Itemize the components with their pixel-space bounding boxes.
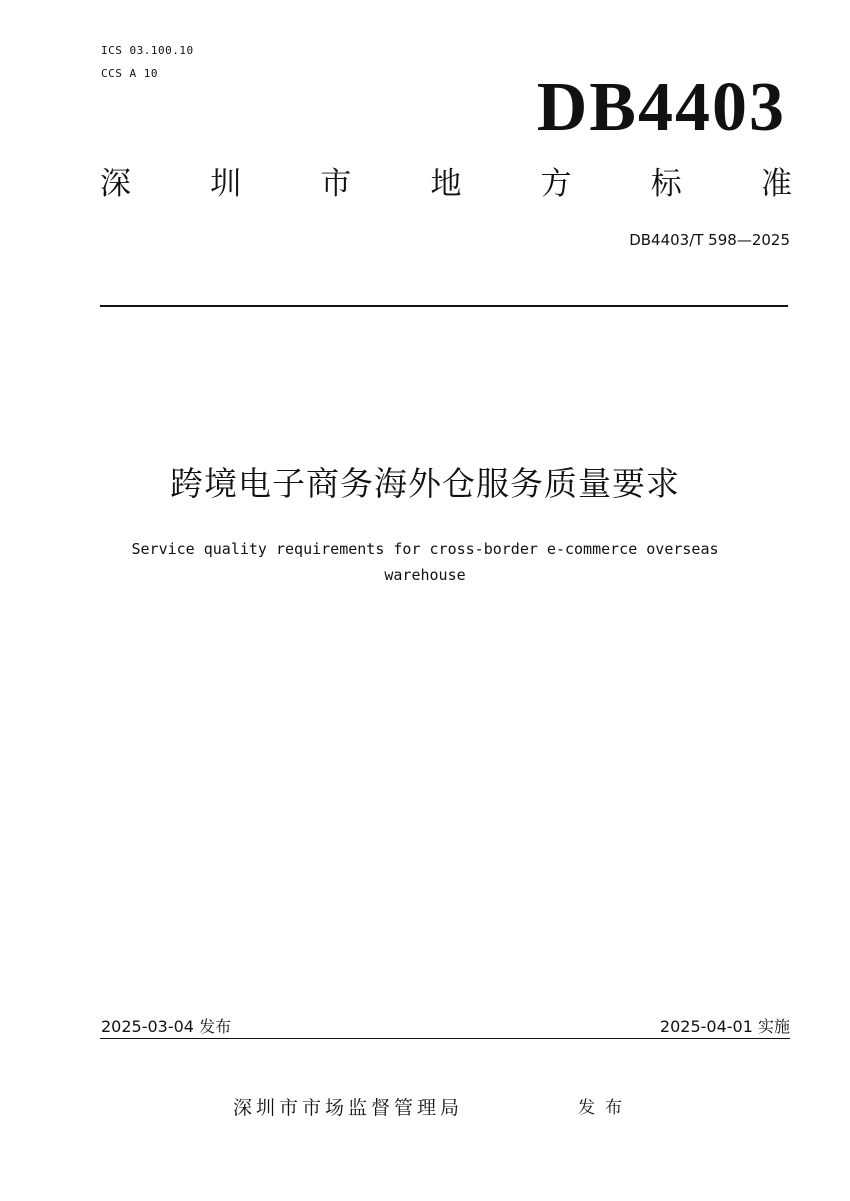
- header-divider: [100, 305, 788, 307]
- title-chinese: 跨境电子商务海外仓服务质量要求: [170, 464, 680, 503]
- standard-type-char: 深: [100, 166, 131, 202]
- publisher: 深圳市市场监督管理局: [233, 1097, 464, 1119]
- ics-code: ICS 03.100.10: [101, 44, 194, 57]
- standard-type-char: 标: [650, 166, 682, 202]
- standard-type-char: 准: [760, 166, 792, 202]
- issue-date: 2025-03-04 发布: [101, 1017, 232, 1036]
- title-english: Service quality requirements for cross-border e-commerce overseas warehouse: [131, 540, 719, 584]
- implementation-date: 2025-04-01 实施: [659, 1017, 790, 1036]
- publish-label: 发布: [578, 1098, 632, 1118]
- standard-number: DB4403/T 598—2025: [629, 231, 790, 249]
- standard-type-char: 方: [540, 166, 572, 202]
- ccs-code: CCS A 10: [101, 67, 158, 80]
- standard-type: [100, 160, 792, 208]
- standard-type-char: 地: [430, 166, 462, 202]
- standard-type-char: 圳: [210, 166, 242, 202]
- standard-type-char: 市: [320, 166, 352, 202]
- footer-divider: [100, 1038, 790, 1039]
- db-code: DB4403: [536, 69, 786, 146]
